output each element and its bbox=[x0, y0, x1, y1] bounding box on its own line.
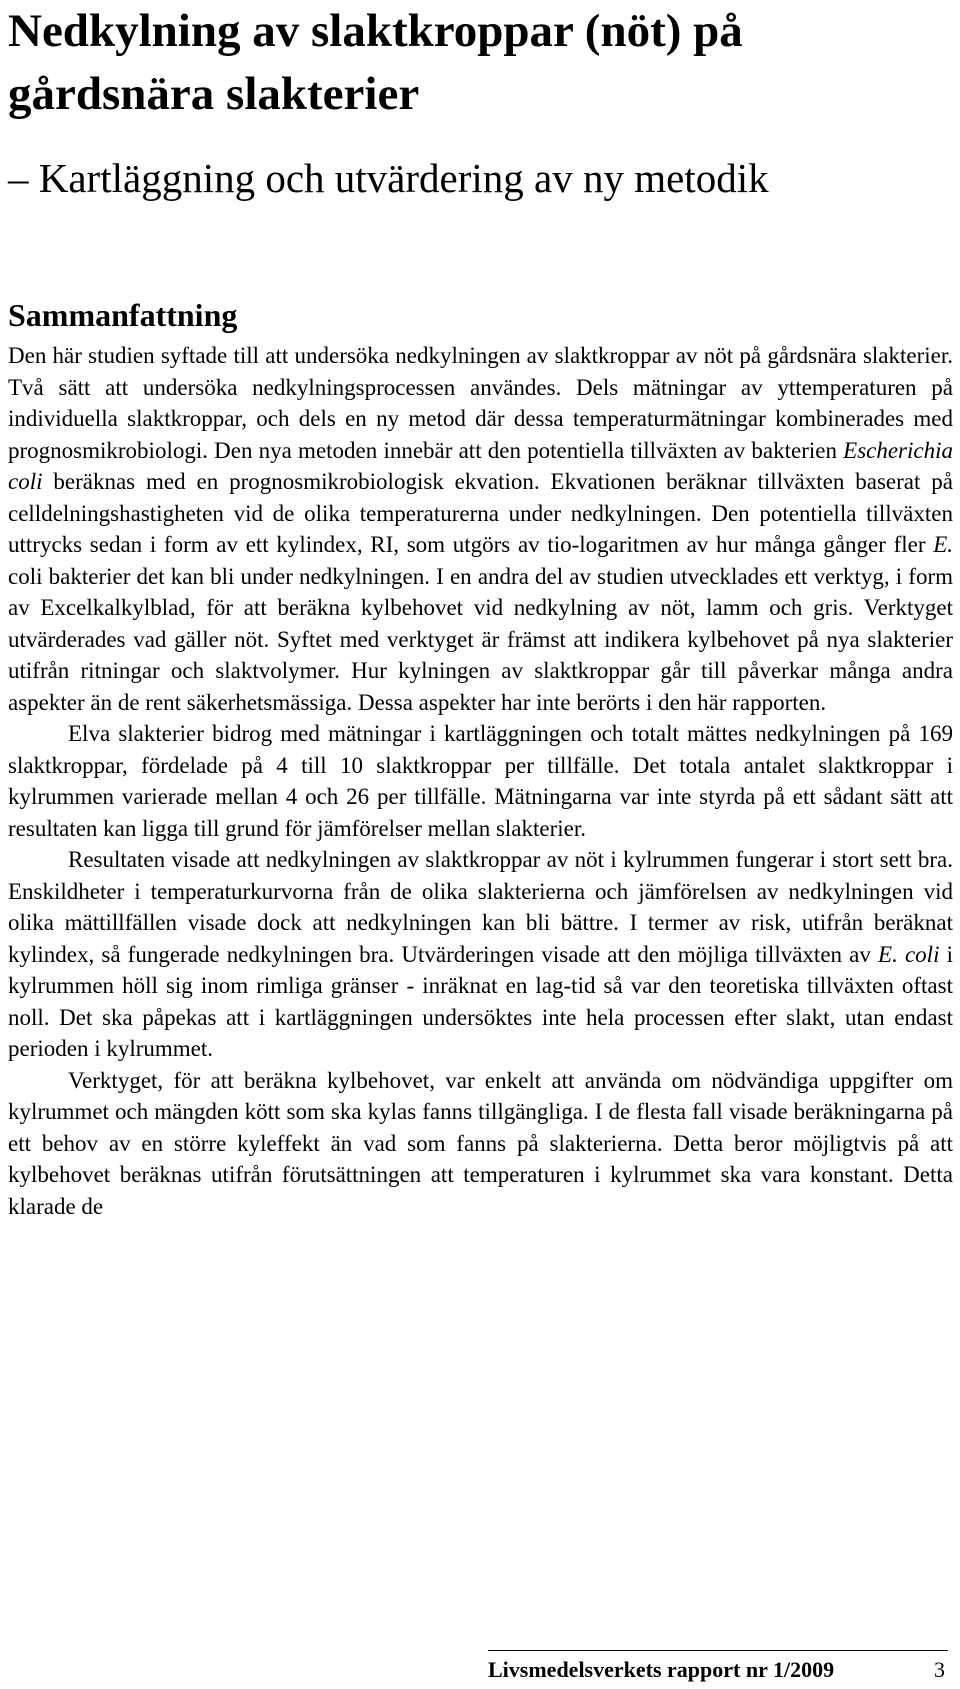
page-number: 3 bbox=[934, 1657, 945, 1682]
footer-report-title: Livsmedelsverkets rapport nr 1/2009 bbox=[488, 1657, 835, 1682]
italic-text-run: E. bbox=[933, 532, 953, 557]
text-run: Resultaten visade att nedkylningen av slaktkroppar av nöt i kylrummen fungerar i stort sett bra. Enskildheter i temperaturkurvorna från de olika slakterierna och jämförelsen av nedkylningen vid olika mättillfällen visade dock att nedkylningen kan bli bättre. I termer av risk, utifrån beräknat kylindex, så fungerade nedkylningen bra. Utvärderingen visade att den möjliga tillväxten av bbox=[8, 847, 953, 967]
text-run: Verktyget, för att beräkna kylbehovet, var enkelt att använda om nödvändiga uppgifter om kylrummet och mängden kött som ska kylas fanns tillgängliga. I de flesta fall visade beräkningarna på ett behov av en större kyleffekt än vad som fanns på slakterierna. Detta beror möjligtvis på att kylbehovet beräknas utifrån förutsättningen att temperaturen i kylrummet ska vara konstant. Detta klarade de bbox=[8, 1067, 953, 1219]
page-footer bbox=[0, 1650, 960, 1686]
footer-rule bbox=[488, 1650, 948, 1651]
italic-text-run: E. coli bbox=[878, 941, 940, 967]
body-paragraph bbox=[8, 844, 953, 1065]
document-title: Nedkylning av slaktkroppar (nöt) på gårdsnära slakterier bbox=[8, 5, 743, 120]
text-run: Elva slakterier bidrog med mätningar i kartläggningen och totalt mättes nedkylningen på 169 slaktkroppar, fördelade på 4 till 10 slaktkroppar per tillfälle. Det totala antalet slaktkroppar i kylrummen varierade mellan 4 och 26 per tillfälle. Mätningarna var inte styrda på ett sådant sätt att resultaten kan ligga till grund för jämförelser mellan slakterier. bbox=[8, 721, 953, 841]
document-subtitle: – Kartläggning och utvärdering av ny metodik bbox=[8, 155, 769, 201]
text-run: i kylrummen höll sig inom rimliga gränser - inräknat en lag-tid så var den teoretiska tillväxten oftast noll. Det ska påpekas att i kartläggningen undersöktes inte hela processen efter slakt, utan endast perioden i kylrummet. bbox=[8, 941, 954, 1061]
body-paragraph bbox=[8, 1065, 953, 1223]
section-heading: Sammanfattning bbox=[8, 297, 238, 333]
body-paragraph bbox=[8, 718, 953, 844]
body-paragraph bbox=[8, 340, 953, 718]
text-run: beräknas med en prognosmikrobiologisk ekvation. Ekvationen beräknar tillväxten baserat på celldelningshastigheten vid de olika temperaturerna under nedkylningen. Den potentiella tillväxten uttrycks sedan i form av ett kylindex, RI, som utgörs av tio-logaritmen av hur många gånger fler bbox=[8, 469, 953, 557]
text-run: Den här studien syftade till att undersöka nedkylningen av slaktkroppar av nöt på gårdsnära slakterier. Två sätt att undersöka nedkylningsprocessen användes. Dels mätningar av yttemperaturen på individuella slaktkroppar, och dels en ny metod där dessa temperaturmätningar kombinerades med prognosmikrobiologi. Den nya metoden innebär att den potentiella tillväxten av bakterien bbox=[8, 343, 953, 463]
italic-text-run: Escherichia coli bbox=[8, 437, 953, 494]
text-run: coli bakterier det kan bli under nedkylningen. I en andra del av studien utvecklades ett verktyg, i form av Excelkalkylblad, för att beräkna kylbehovet vid nedkylning av nöt, lamm och gris. Verktyget utvärderades vad gäller nöt. Syftet med verktyget är främst att indikera kylbehovet på nya slakterier utifrån ritningar och slaktvolymer. Hur kylningen av slaktkroppar går till påverkar många andra aspekter än de rent säkerhetsmässiga. Dessa aspekter har inte berörts i den här rapporten. bbox=[8, 563, 953, 715]
summary-body bbox=[8, 340, 953, 1222]
